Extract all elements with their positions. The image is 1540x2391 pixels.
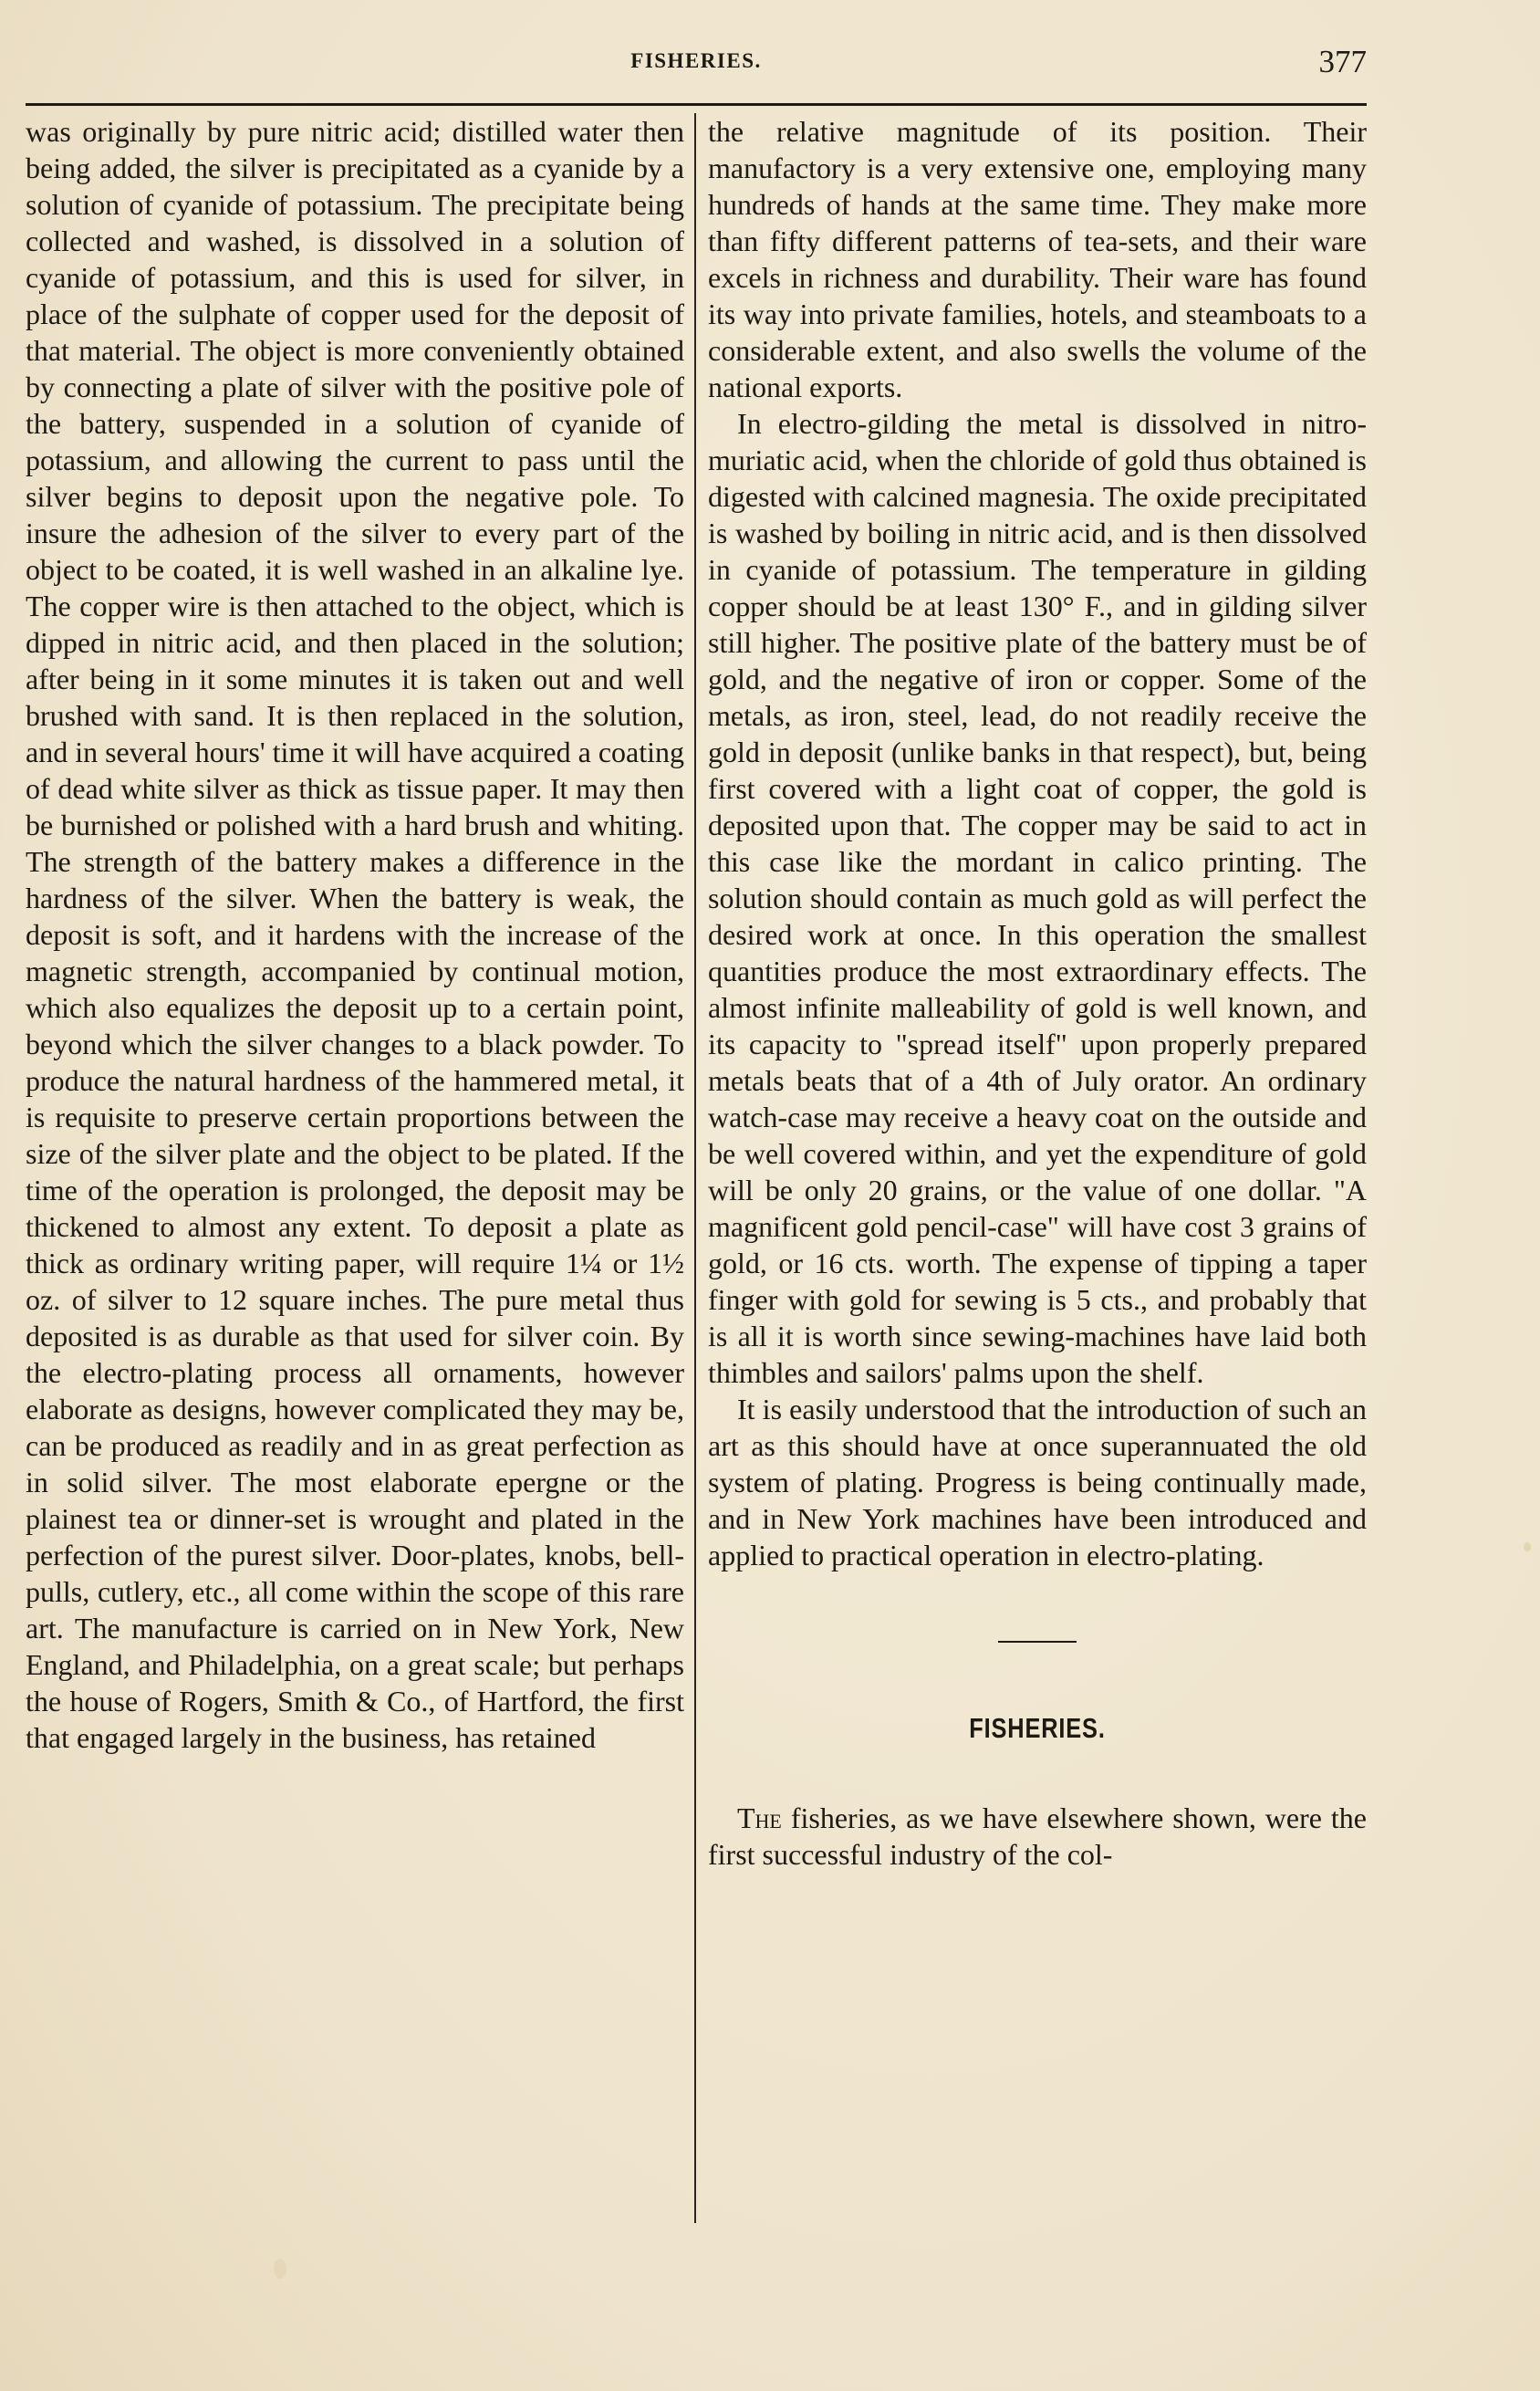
header-rule — [26, 103, 1367, 106]
running-head — [26, 44, 1367, 89]
section-lead-word: The — [737, 1801, 782, 1834]
left-column — [26, 113, 684, 1756]
section-first-paragraph — [708, 1800, 1367, 1873]
section-heading: FISHERIES. — [969, 1712, 1106, 1744]
left-paragraph-1: was originally by pure nitric acid; distilled water then being added, the silver is precipitated as a cyanide by a solution of cyanide of potassium. The precipitate being collected and washed, is dissolved in a solution of cyanide of potassium, and this is used for silver, in place of the sulphate of copper used for the deposit of that material. The object is more conveniently obtained by connecting a plate of silver with the positive pole of the battery, suspended in a solution of cyanide of potassium, and allowing the current to pass until the silver begins to deposit upon the negative pole. To insure the adhesion of the silver to every part of the object to be coated, it is well washed in an alkaline lye. The copper wire is then attached to the object, which is dipped in nitric acid, and then placed in the solution; after being in it some minutes it is taken out and well brushed with sand. It is then replaced in the solution, and in several hours' time it will have acquired a coating of dead white silver as thick as tissue paper. It may then be burnished or polished with a hard brush and whiting. The strength of the battery makes a difference in the hardness of the silver. When the battery is weak, the deposit is soft, and it hardens with the increase of the magnetic strength, accompanied by continual motion, which also equalizes the deposit up to a certain point, beyond which the silver changes to a black powder. To produce the natural hardness of the hammered metal, it is requisite to preserve certain proportions between the size of the silver plate and the object to be plated. If the time of the operation is prolonged, the deposit may be thickened to almost any extent. To deposit a plate as thick as ordinary writing paper, will require 1¼ or 1½ oz. of silver to 12 square inches. The pure metal thus deposited is as durable as that used for silver coin. By the electro-plating process all ornaments, however elaborate as designs, however complicated they may be, can be produced as readily and in as great perfection as in solid silver. The most elaborate epergne or the plainest tea or dinner-set is wrought and plated in the perfection of the purest silver. Door-plates, knobs, bell-pulls, cutlery, etc., all come within the scope of this rare art. The manufacture is carried on in New York, New England, and Philadelphia, on a great scale; but perhaps the house of Rogers, Smith & Co., of Hartford, the first that engaged largely in the business, has retained — [26, 115, 684, 1754]
running-title: FISHERIES. — [630, 49, 762, 72]
right-paragraph-2: In electro-gilding the metal is dissolved in nitro-muriatic acid, when the chloride of gold thus obtained is digested with calcined magnesia. The oxide precipitated is washed by boiling in nitric acid, and is then dissolved in cyanide of potassium. The temperature in gilding copper should be at least 130° F., and in gilding silver still higher. The positive plate of the battery must be of gold, and the negative of iron or copper. Some of the metals, as iron, steel, lead, do not readily receive the gold in deposit (unlike banks in that respect), but, being first covered with a light coat of copper, the gold is deposited upon that. The copper may be said to act in this case like the mordant in calico printing. The solution should contain as much gold as will perfect the desired work at once. In this operation the smallest quantities produce the most extraordinary effects. The almost infinite malleability of gold is well known, and its capacity to "spread itself" upon properly prepared metals beats that of a 4th of July orator. An ordinary watch-case may receive a heavy coat on the outside and be well covered within, and yet the expenditure of gold will be only 20 grains, or the value of one dollar. "A magnificent gold pencil-case" will have cost 3 grains of gold, or 16 cts. worth. The expense of tipping a taper finger with gold for sewing is 5 cts., and probably that is all it is worth since sewing-machines have laid both thimbles and sailors' palms upon the shelf. — [708, 407, 1367, 1389]
paper-stain — [274, 2259, 286, 2279]
paper-speck — [1524, 1542, 1531, 1551]
page-number: 377 — [1318, 44, 1367, 79]
right-column — [708, 113, 1367, 1873]
right-paragraph-3: It is easily understood that the introduction of such an art as this should have at once superannuated the old system of plating. Progress is being continually made, and in New York machines have been introduced and applied to practical operation in electro-plating. — [708, 1393, 1367, 1571]
section-text: fisheries, as we have elsewhere shown, were the first successful industry of the col- — [708, 1801, 1368, 1871]
section-divider-rule — [998, 1641, 1077, 1643]
column-divider — [694, 113, 696, 2223]
right-paragraph-1: the relative magnitude of its position. Their manufactory is a very extensive one, employing many hundreds of hands at the same time. They make more than fifty different patterns of tea-sets, and their ware excels in richness and durability. Their ware has found its way into private families, hotels, and steamboats to a considerable extent, and also swells the volume of the national exports. — [708, 115, 1367, 403]
